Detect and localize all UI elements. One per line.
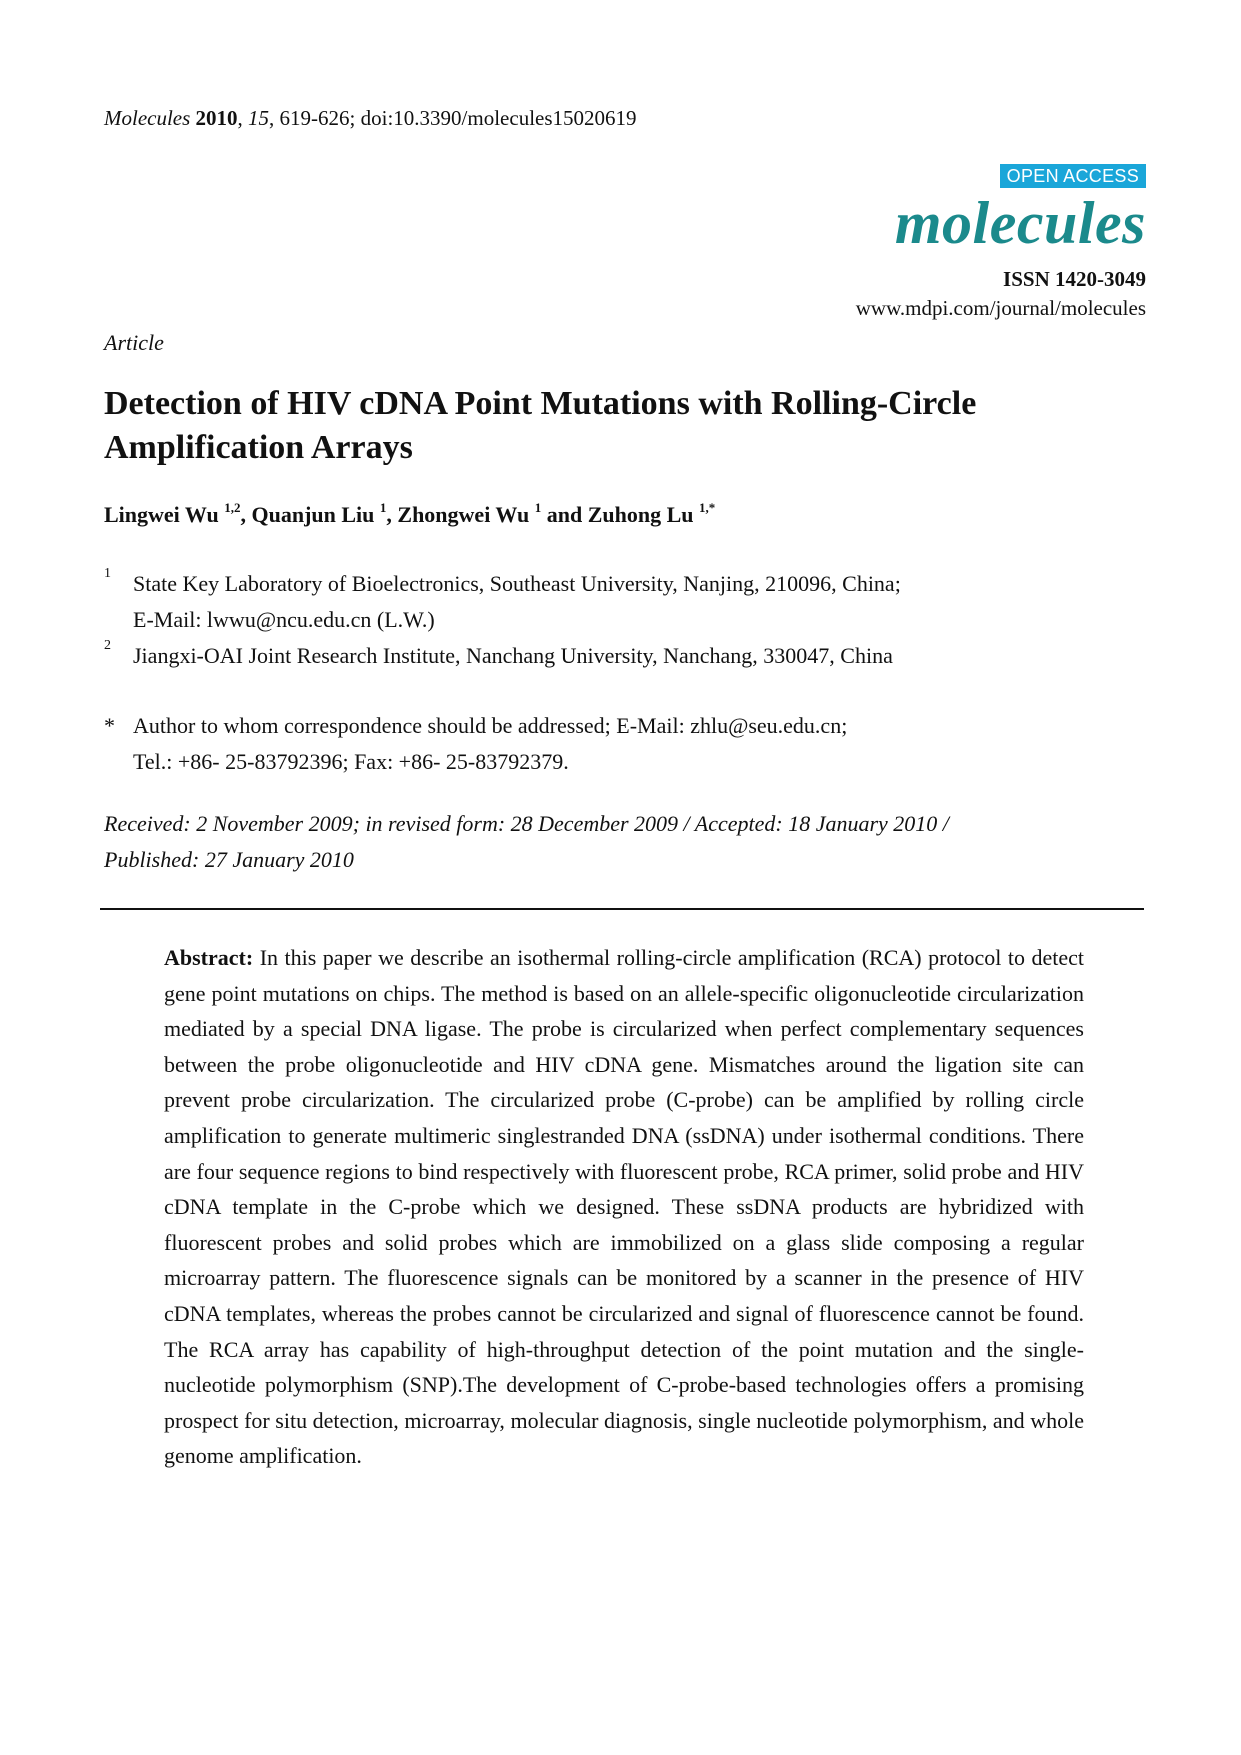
article-type: Article — [104, 330, 164, 355]
title-line-2: Amplification Arrays — [104, 429, 413, 466]
abstract-text: In this paper we describe an isothermal rolling-circle amplification (RCA) protocol to detect gene point mutations on chips. The method is based on an allele-specific oligonucleotide circularization mediated by a special DNA ligase. The probe is circularized when perfect complementary sequences between the probe oligonucleotide and HIV cDNA gene. Mismatches around the ligation site can prevent probe circularization. The circularized probe (C-probe) can be amplified by rolling circle amplification to generate multimeric singlestranded DNA (ssDNA) under isothermal conditions. There are four sequence regions to bind respectively with fluorescent probe, RCA primer, solid probe and HIV cDNA template in the C-probe which we designed. These ssDNA products are hybridized with fluorescent probes and solid probes which are immobilized on a glass slide composing a regular microarray pattern. The fluorescence signals can be monitored by a scanner in the presence of HIV cDNA templates, whereas the probes cannot be circularized and signal of fluorescence cannot be found. The RCA array has capability of high-throughput detection of the point mutation and the single-nucleotide polymorphism (SNP).The development of C-probe-based technologies offers a promising prospect for situ detection, microarray, molecular diagnosis, single nucleotide polymorphism, and whole genome amplification. — [164, 945, 1084, 1469]
open-access-badge: OPEN ACCESS — [1000, 164, 1146, 188]
affiliation-2-line-1: Jiangxi-OAI Joint Research Institute, Nanchang University, Nanchang, 330047, China — [133, 643, 893, 668]
author-affiliation-sup: 1 — [379, 500, 387, 515]
author-affiliation-sup: 1,2 — [224, 500, 241, 515]
citation-year: 2010 — [195, 106, 238, 130]
citation-pages-doi: , 619-626; doi:10.3390/molecules15020619 — [269, 106, 637, 130]
publication-dates — [104, 806, 1144, 878]
citation-volume: 15 — [248, 106, 270, 130]
abstract — [164, 940, 1084, 1474]
issn: ISSN 1420-3049 — [1003, 267, 1146, 291]
journal-url[interactable]: www.mdpi.com/journal/molecules — [855, 296, 1146, 320]
author-affiliation-sup: 1 — [534, 500, 542, 515]
correspondence-line-2: Tel.: +86- 25-83792396; Fax: +86- 25-83792379. — [133, 749, 569, 774]
journal-logo: molecules — [894, 190, 1146, 256]
affiliation-number: 2 — [104, 638, 111, 653]
affiliation-number: 1 — [104, 566, 111, 581]
citation-line: Molecules 2010, 15, 619-626; doi:10.3390/molecules15020619 — [104, 106, 637, 130]
author-list: Lingwei Wu $^{1,2}$, Quanjun Liu $^1$, Zhongwei Wu $^1$ and Zuhong Lu $^{1,*}$ — [104, 500, 716, 527]
title-line-1: Detection of HIV cDNA Point Mutations with Rolling-Circle — [104, 385, 977, 422]
author-name: Zhongwei Wu — [397, 502, 530, 527]
author-affiliation-sup: 1,* — [699, 500, 716, 515]
author-name: Quanjun Liu — [251, 502, 375, 527]
dates-line-1: Received: 2 November 2009; in revised form: 28 December 2009 / Accepted: 18 January 2010 / — [104, 811, 949, 836]
author-name: Zuhong Lu — [587, 502, 694, 527]
dates-line-2: Published: 27 January 2010 — [104, 847, 354, 872]
section-divider — [100, 908, 1144, 910]
citation-journal: Molecules — [104, 106, 191, 130]
author-name: Lingwei Wu — [104, 502, 219, 527]
abstract-label: Abstract: — [164, 945, 254, 970]
affiliation-1-email[interactable]: E-Mail: lwwu@ncu.edu.cn (L.W.) — [133, 607, 435, 632]
article-title — [104, 382, 1144, 470]
correspondence-line-1: Author to whom correspondence should be addressed; E-Mail: zhlu@seu.edu.cn; — [133, 713, 848, 738]
affiliation-1-line-1: State Key Laboratory of Bioelectronics, Southeast University, Nanjing, 210096, China; — [133, 571, 901, 596]
correspondence-marker: * — [104, 713, 115, 738]
